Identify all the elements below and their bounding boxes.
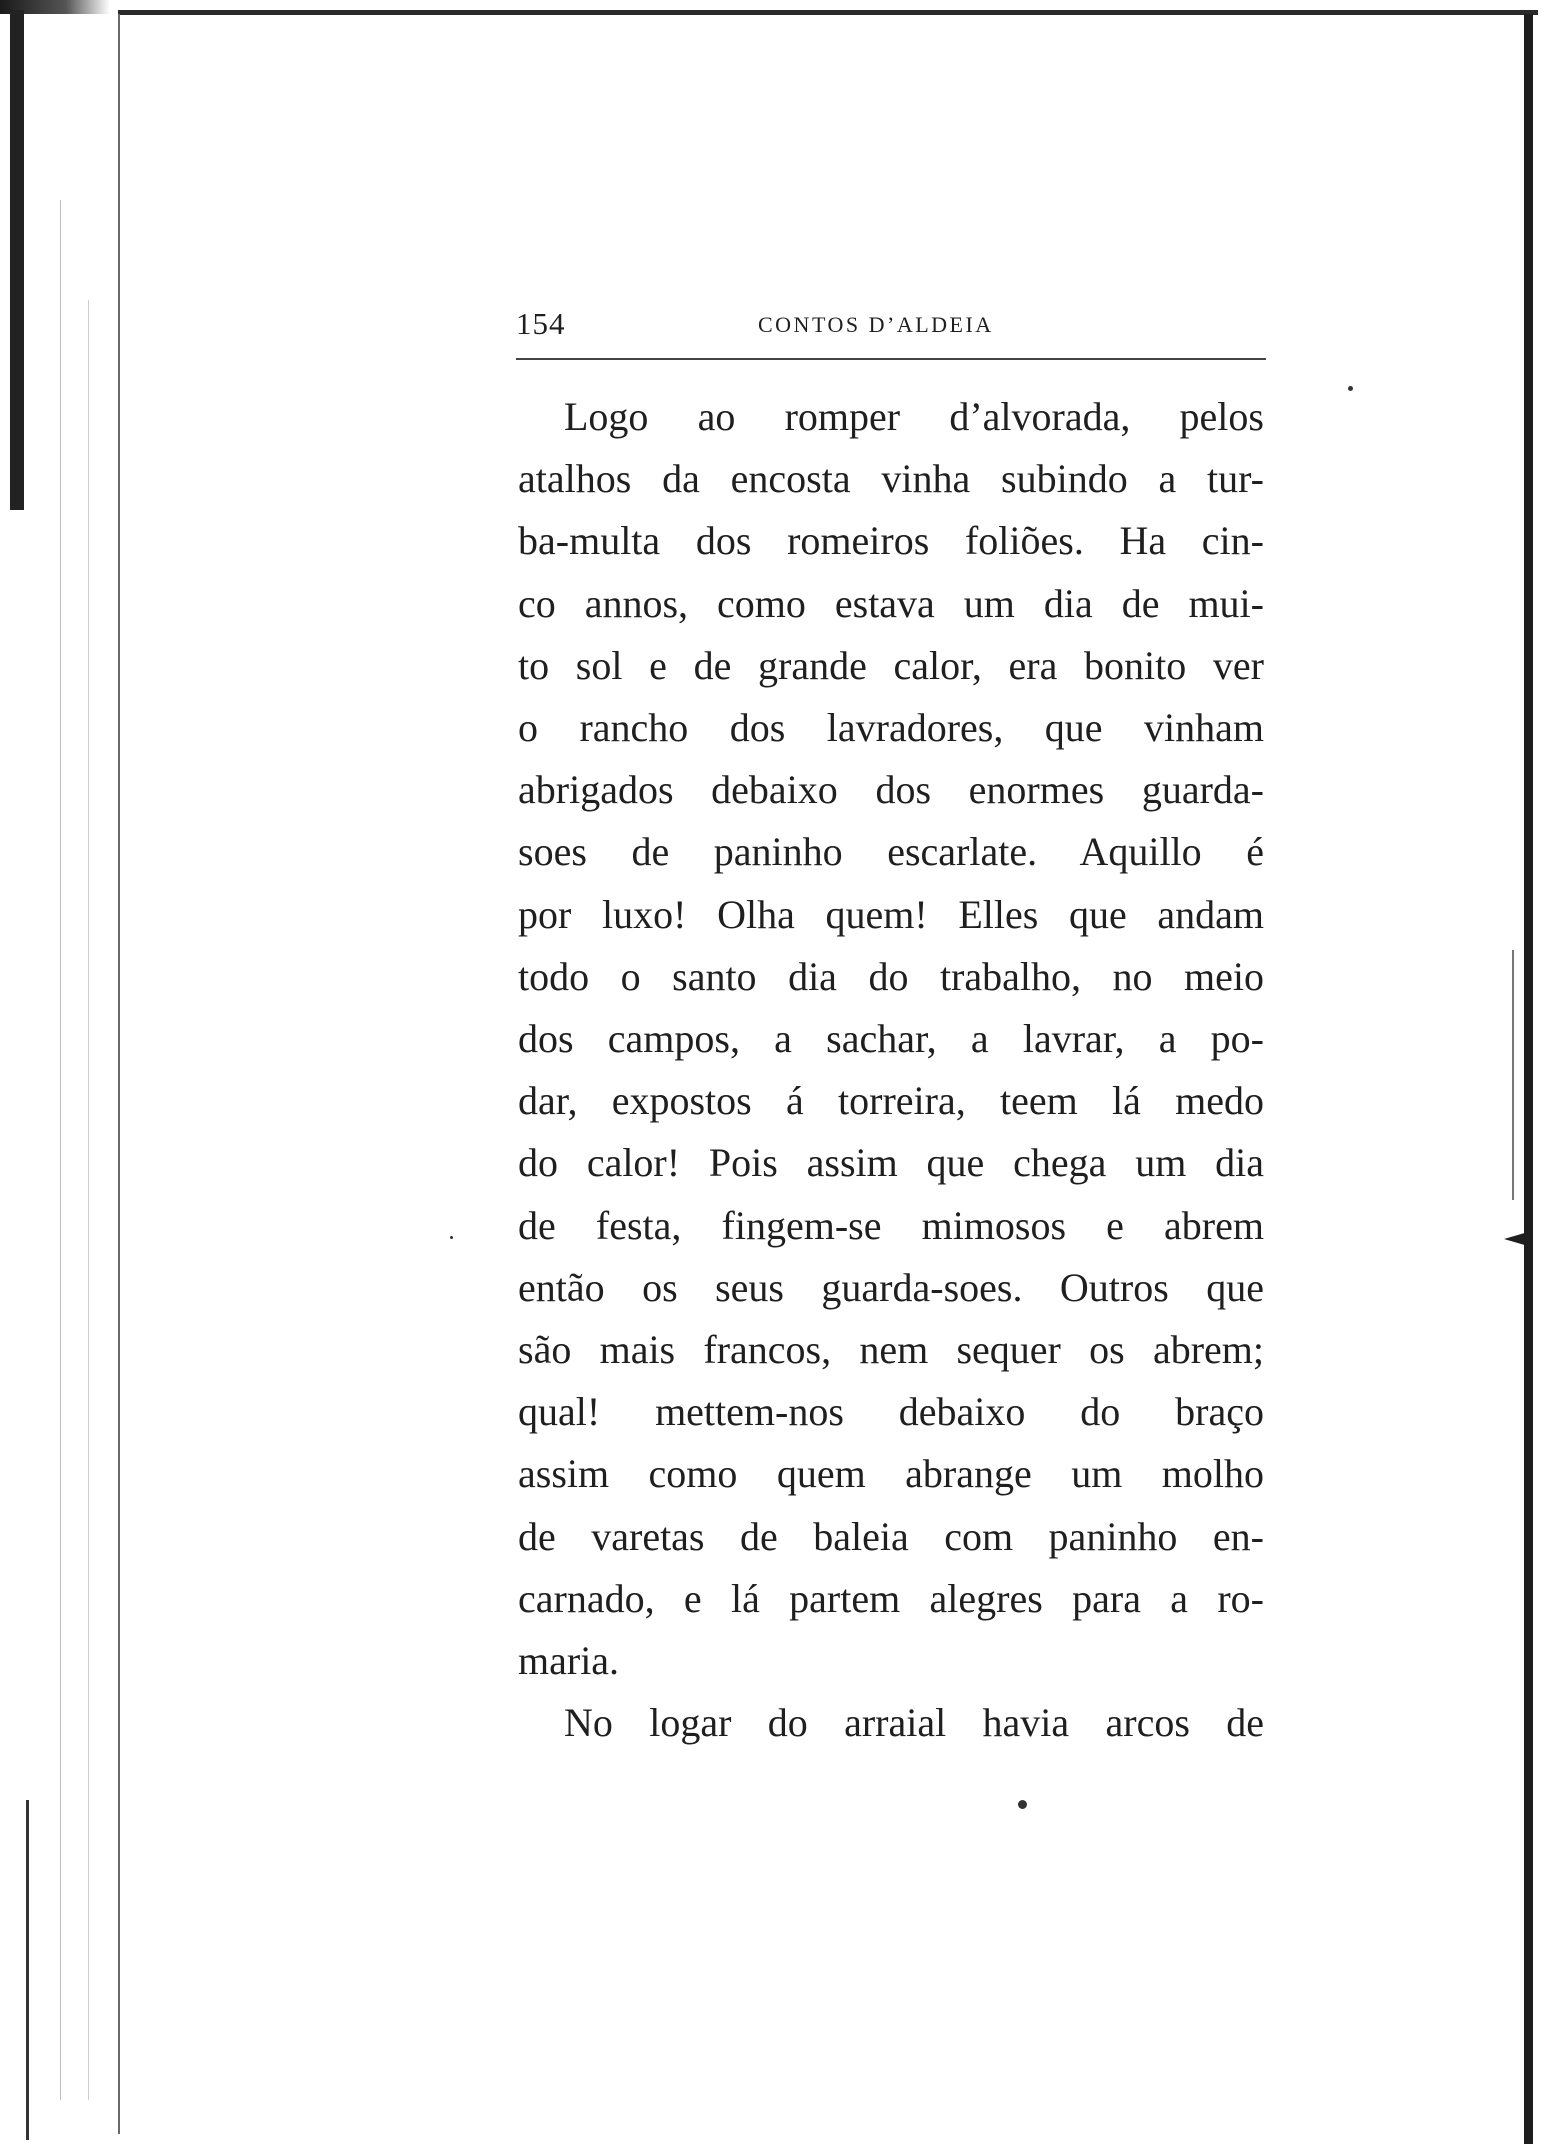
text-line: são mais francos, nem sequer os abrem; [518,1327,1264,1373]
paragraph [518,386,1264,1692]
scan-edge-right-notch [1504,1232,1528,1246]
text-line: de varetas de baleia com paninho en- [518,1513,1264,1559]
text-line: No logar do arraial havia arcos de [564,1700,1264,1746]
scan-edge-left-faint [88,300,89,2100]
scan-edge-left-faint [60,200,61,2100]
text-line: dos campos, a sachar, a lavrar, a po- [518,1016,1264,1062]
text-line: soes de paninho escarlate. Aquillo é [518,829,1264,875]
scan-edge-left-line [118,14,120,2134]
text-line: de festa, fingem-se mimosos e abrem [518,1202,1264,1248]
header-rule [516,358,1266,360]
text-line: dar, expostos á torreira, teem lá medo [518,1078,1264,1124]
text-line: por luxo! Olha quem! Elles que andam [518,891,1264,937]
text-line: to sol e de grande calor, era bonito ver [518,642,1264,688]
text-line: abrigados debaixo dos enormes guarda- [518,767,1264,813]
text-line: o rancho dos lavradores, que vinham [518,705,1264,751]
ink-speck [450,1236,453,1239]
text-line: todo o santo dia do trabalho, no meio [518,953,1264,999]
ink-speck [1018,1800,1027,1809]
text-line: então os seus guarda-soes. Outros que [518,1264,1264,1310]
text-line: carnado, e lá partem alegres para a ro- [518,1575,1264,1621]
body-text [518,386,1264,1754]
text-line: maria. [518,1638,620,1684]
scan-edge-right-line [1512,950,1514,1200]
text-line: atalhos da encosta vinha subindo a tur- [518,456,1264,502]
text-line: qual! mettem-nos debaixo do braço [518,1389,1264,1435]
text-line: assim como quem abrange um molho [518,1451,1264,1497]
text-line: ba-multa dos romeiros foliões. Ha cin- [518,518,1264,564]
scan-edge-left [10,10,24,510]
page-number: 154 [516,306,566,341]
scan-edge-top [118,10,1538,15]
text-line: Logo ao romper d’alvorada, pelos [564,394,1264,439]
scan-edge-left-bottom [26,1800,29,2140]
running-head [516,306,1266,346]
text-line: do calor! Pois assim que chega um dia [518,1140,1264,1186]
ink-speck [1348,386,1353,391]
scan-edge-right [1524,14,1533,2144]
paragraph [518,1692,1264,1754]
running-title: CONTOS D’ALDEIA [758,312,994,337]
text-line: co annos, como estava um dia de mui- [518,580,1264,626]
